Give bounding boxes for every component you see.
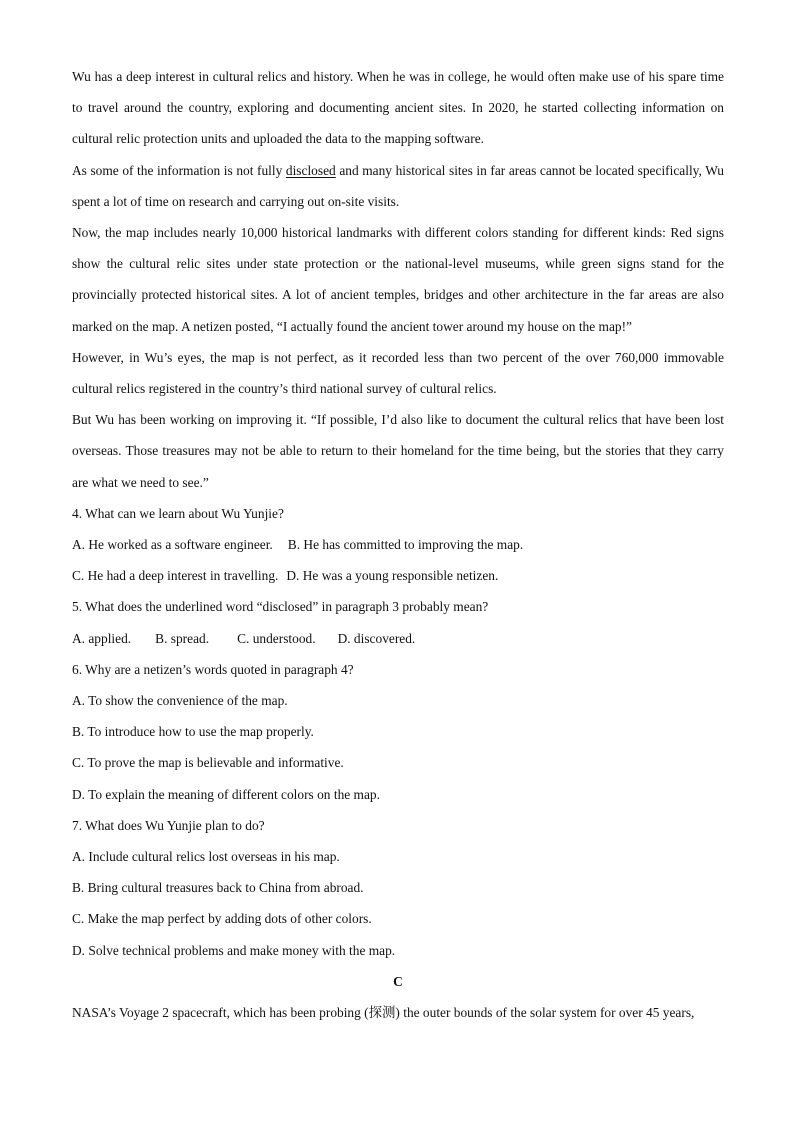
- question-4-options-ab: [72, 529, 724, 560]
- question-7-stem: 7. What does Wu Yunjie plan to do?: [72, 817, 265, 833]
- exam-page: [72, 61, 724, 1028]
- question-6-option-a: A. To show the convenience of the map.: [72, 693, 288, 709]
- question-4-option-a: A. He worked as a software engineer.: [72, 537, 273, 553]
- paragraph-1: Wu has a deep interest in cultural relics and history. When he was in college, he would often make use of his spare time to travel around the country, exploring and documenting ancient sites. In 2020, he started collecting information on cultural relic protection units and uploaded the data to the mapping software.: [72, 69, 724, 147]
- question-7-option-b: B. Bring cultural treasures back to China from abroad.: [72, 880, 364, 896]
- question-7-option-c: C. Make the map perfect by adding dots of other colors.: [72, 911, 372, 927]
- question-4-option-d: D. He was a young responsible netizen.: [286, 568, 499, 584]
- question-4-options-cd: [72, 560, 724, 591]
- paragraph-2: [72, 155, 724, 217]
- question-5-option-d: D. discovered.: [337, 630, 416, 646]
- question-6-option-d: D. To explain the meaning of different colors on the map.: [72, 786, 380, 802]
- question-4-option-c: C. He had a deep interest in travelling.: [72, 568, 279, 584]
- question-7-option-d: D. Solve technical problems and make money with the map.: [72, 942, 396, 958]
- section-c-first-line: NASA’s Voyage 2 spacecraft, which has been probing (探测) the outer bounds of the solar system for over 45 years,: [72, 1005, 695, 1021]
- paragraph-3: Now, the map includes nearly 10,000 historical landmarks with different colors standing for different kinds: Red signs show the cultural relic sites under state protection or the national-level museums, while green signs stand for the provincially protected historical sites. A lot of ancient temples, bridges and other architecture in the far areas are also marked on the map. A netizen posted, “I actually found the ancient tower around my house on the map!”: [72, 225, 724, 334]
- paragraph-2-end: and many historical sites in far areas cannot be located specifically, Wu spent a lot of time on research and carrying out on-site visits.: [72, 162, 724, 209]
- question-5-option-c: C. understood.: [237, 630, 316, 646]
- paragraph-5: But Wu has been working on improving it. “If possible, I’d also like to document the cultural relics that have been lost overseas. Those treasures may not be able to return to their homeland for the time being, but the stories that they carry are what we need to see.”: [72, 412, 724, 490]
- paragraph-4: However, in Wu’s eyes, the map is not perfect, as it recorded less than two percent of the over 760,000 immovable cultural relics registered in the country’s third national survey of cultural relics.: [72, 349, 724, 397]
- question-5-stem: 5. What does the underlined word “disclosed” in paragraph 3 probably mean?: [72, 599, 489, 615]
- question-7-option-a: A. Include cultural relics lost overseas in his map.: [72, 849, 340, 865]
- question-6-stem: 6. Why are a netizen’s words quoted in paragraph 4?: [72, 661, 354, 677]
- question-4-stem: 4. What can we learn about Wu Yunjie?: [72, 505, 284, 521]
- question-6-option-b: B. To introduce how to use the map properly.: [72, 724, 314, 740]
- underlined-word-disclosed: disclosed: [285, 162, 336, 178]
- paragraph-2-start: As some of the information is not fully: [72, 162, 286, 178]
- section-c-heading: C: [393, 973, 403, 989]
- question-6-option-c: C. To prove the map is believable and informative.: [72, 755, 344, 771]
- question-5-option-b: B. spread.: [155, 630, 210, 646]
- question-5-options: [72, 623, 724, 654]
- question-4-option-b: B. He has committed to improving the map.: [287, 537, 524, 553]
- question-5-option-a: A. applied.: [72, 630, 132, 646]
